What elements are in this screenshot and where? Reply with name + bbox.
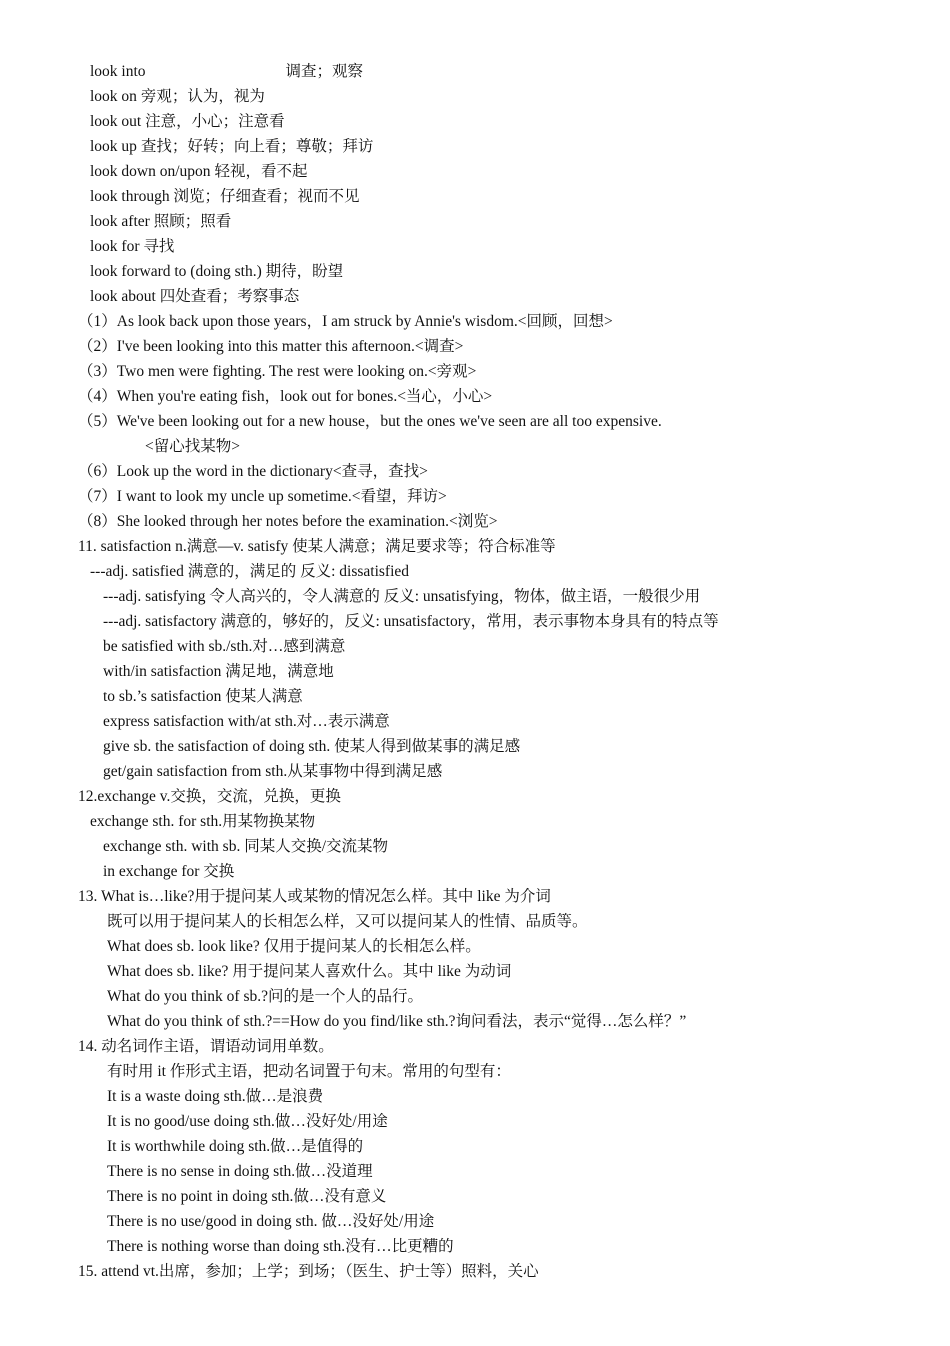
example-sentence: （2）I've been looking into this matter this afternoon.<调查> — [78, 338, 464, 355]
phrase-line — [0, 159, 950, 184]
phrase-meaning: 期待，盼望 — [265, 263, 344, 280]
phrase-meaning: 旁观；认为，视为 — [140, 88, 265, 105]
phrase-line — [0, 59, 950, 84]
item11-line: ---adj. satisfying 令人高兴的，令人满意的 反义: unsatisfying，物体，做主语，一般很少用 — [103, 588, 701, 605]
example-sentence: （5）We've been looking out for a new house，but the ones we've seen are all too expensive. — [78, 413, 662, 430]
section-heading-13: 13. What is…like?用于提问某人或某物的情况怎么样。其中 like 为介词 — [78, 888, 551, 905]
example-sentence: （7）I want to look my uncle up sometime.<看望，拜访> — [78, 488, 447, 505]
item11-line: with/in satisfaction 满足地，满意地 — [103, 663, 334, 680]
phrase-term: look on — [90, 88, 137, 105]
example-sentence: （6）Look up the word in the dictionary<查寻，查找> — [78, 463, 428, 480]
example-sentence: （8）She looked through her notes before the examination.<浏览> — [78, 513, 498, 530]
section-heading-15: 15. attend vt.出席，参加；上学；到场；（医生、护士等）照料，关心 — [78, 1263, 539, 1280]
phrase-meaning: 查找；好转；向上看；尊敬；拜访 — [140, 138, 374, 155]
phrase-line — [0, 209, 950, 234]
item13-line: What do you think of sth.?==How do you find/like sth.?询问看法，表示“觉得…怎么样？” — [107, 1013, 687, 1030]
phrase-term: look down on/upon — [90, 163, 211, 180]
phrase-meaning: 寻找 — [143, 238, 175, 255]
phrase-term: look out — [90, 113, 142, 130]
phrase-meaning: 照顾；照看 — [153, 213, 232, 230]
section-heading-12: 12.exchange v.交换，交流，兑换，更换 — [78, 788, 341, 805]
item14-line: There is no point in doing sth.做…没有意义 — [107, 1188, 387, 1205]
item13-line: What do you think of sb.?问的是一个人的品行。 — [107, 988, 424, 1005]
item14-line: It is a waste doing sth.做…是浪费 — [107, 1088, 324, 1105]
phrase-line — [0, 184, 950, 209]
phrase-line — [0, 284, 950, 309]
item11-line: to sb.’s satisfaction 使某人满意 — [103, 688, 303, 705]
item14-line: 有时用 it 作形式主语，把动名词置于句末。常用的句型有： — [107, 1063, 511, 1080]
phrase-line — [0, 234, 950, 259]
phrase-term: look after — [90, 213, 150, 230]
phrase-line — [0, 259, 950, 284]
example-note: <留心找某物> — [145, 438, 240, 455]
section-heading-11: 11. satisfaction n.满意—v. satisfy 使某人满意；满足要求等；符合标准等 — [78, 538, 556, 555]
phrase-meaning: 轻视，看不起 — [214, 163, 308, 180]
item14-line: There is nothing worse than doing sth.没有…比更糟的 — [107, 1238, 454, 1255]
item11-adj-line: ---adj. satisfied 满意的，满足的 反义: dissatisfied — [90, 563, 409, 580]
phrase-line — [0, 84, 950, 109]
example-sentence: （4）When you're eating fish，look out for bones.<当心，小心> — [78, 388, 493, 405]
item11-line: ---adj. satisfactory 满意的，够好的，反义: unsatisfactory，常用，表示事物本身具有的特点等 — [103, 613, 719, 630]
phrase-term: look through — [90, 188, 170, 205]
item14-line: It is worthwhile doing sth.做…是值得的 — [107, 1138, 364, 1155]
section-heading-14: 14. 动名词作主语，谓语动词用单数。 — [78, 1038, 334, 1055]
phrase-line — [0, 109, 950, 134]
item14-line: It is no good/use doing sth.做…没好处/用途 — [107, 1113, 388, 1130]
example-sentence: （1）As look back upon those years，I am struck by Annie's wisdom.<回顾，回想> — [78, 313, 613, 330]
phrase-term: look for — [90, 238, 140, 255]
item14-line: There is no use/good in doing sth. 做…没好处/用途 — [107, 1213, 435, 1230]
item12-line: exchange sth. for sth.用某物换某物 — [90, 813, 316, 830]
document-page — [0, 59, 950, 1284]
phrase-meaning: 四处查看；考察事态 — [159, 288, 300, 305]
item12-line: in exchange for 交换 — [103, 863, 235, 880]
phrase-term: look forward to (doing sth.) — [90, 263, 262, 280]
phrase-meaning: 浏览；仔细查看；视而不见 — [173, 188, 360, 205]
item12-line: exchange sth. with sb. 同某人交换/交流某物 — [103, 838, 389, 855]
item13-line: 既可以用于提问某人的长相怎么样，又可以提问某人的性情、品质等。 — [107, 913, 588, 930]
item14-line: There is no sense in doing sth.做…没道理 — [107, 1163, 373, 1180]
phrase-term: look into — [90, 63, 146, 80]
example-sentence: （3）Two men were fighting. The rest were looking on.<旁观> — [78, 363, 477, 380]
item11-line: give sb. the satisfaction of doing sth. 使某人得到做某事的满足感 — [103, 738, 521, 755]
item11-line: be satisfied with sb./sth.对…感到满意 — [103, 638, 346, 655]
phrase-term: look about — [90, 288, 156, 305]
item13-line: What does sb. look like? 仅用于提问某人的长相怎么样。 — [107, 938, 481, 955]
phrase-meaning: 注意，小心；注意看 — [145, 113, 285, 130]
phrase-meaning: 调查；观察 — [285, 63, 364, 80]
item11-line: express satisfaction with/at sth.对…表示满意 — [103, 713, 390, 730]
item13-line: What does sb. like? 用于提问某人喜欢什么。其中 like 为动词 — [107, 963, 512, 980]
item11-line: get/gain satisfaction from sth.从某事物中得到满足感 — [103, 763, 443, 780]
phrase-line — [0, 134, 950, 159]
phrase-term: look up — [90, 138, 137, 155]
